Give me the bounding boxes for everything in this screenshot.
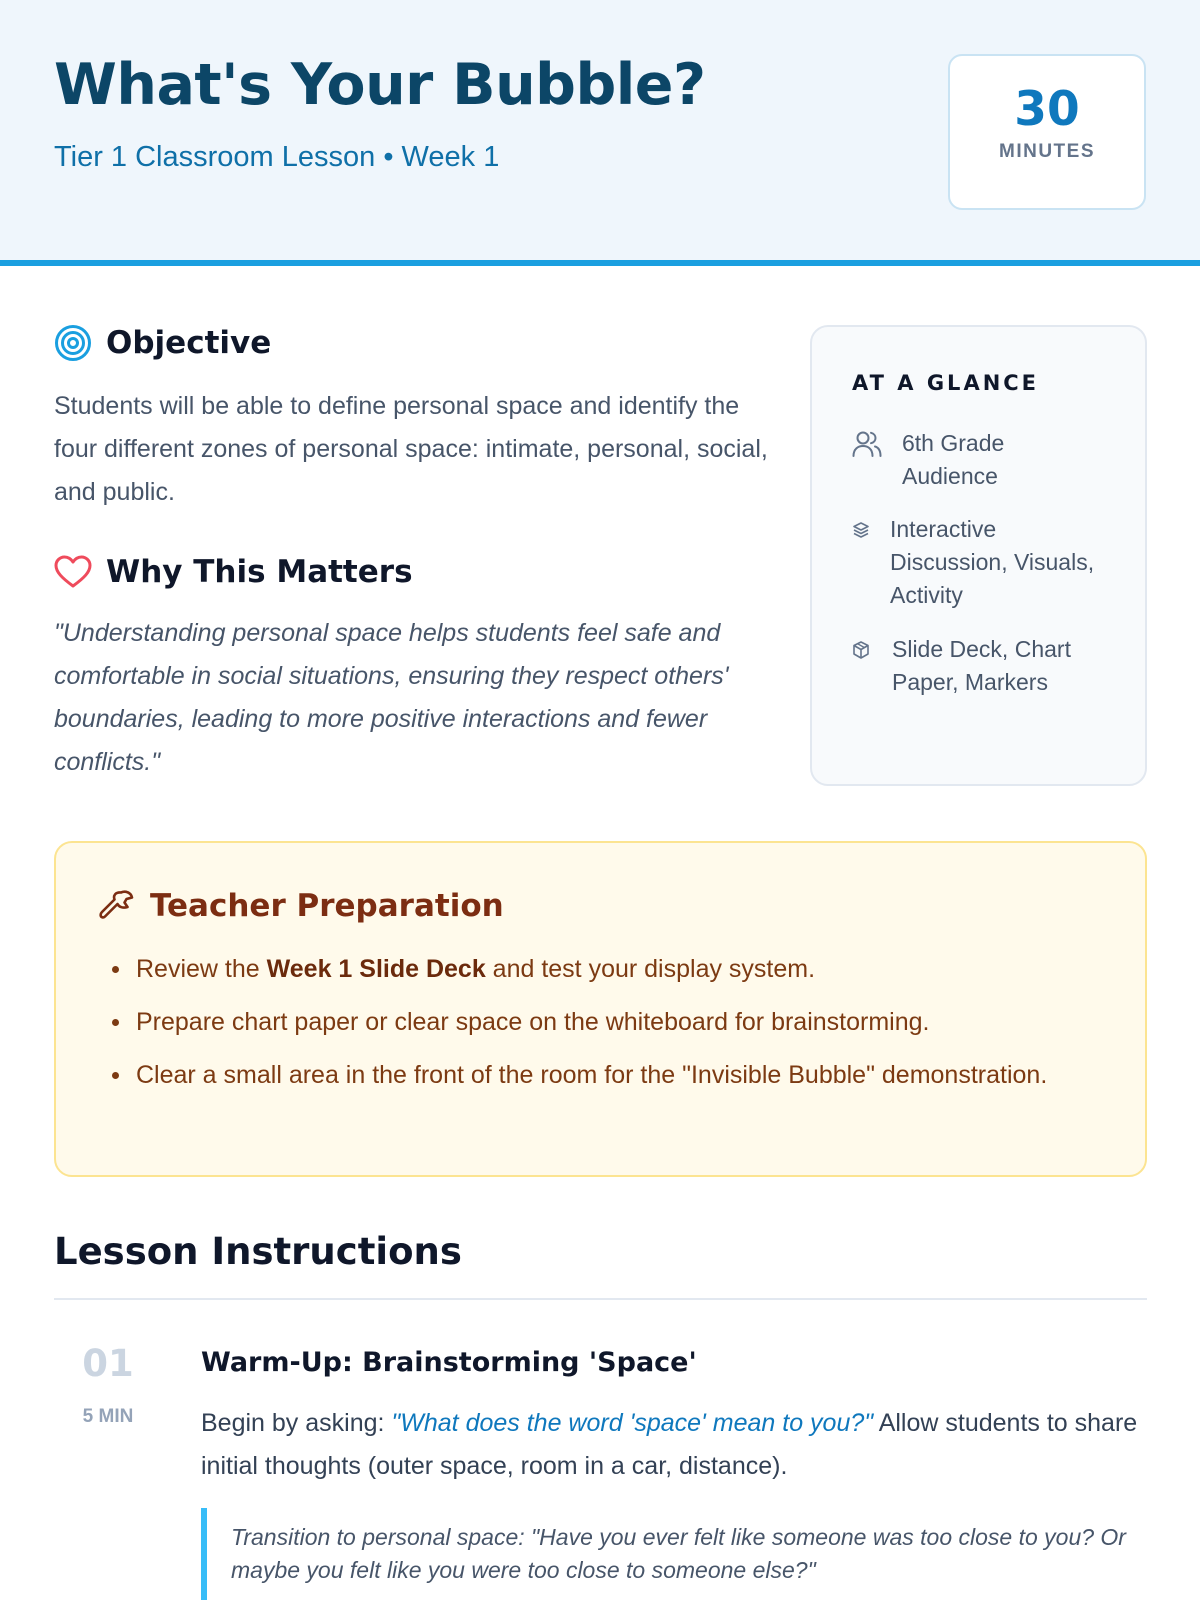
glance-item-text: 6th Grade Audience — [902, 430, 1005, 489]
prep-heading: Teacher Preparation — [150, 888, 504, 924]
glance-item-text: Slide Deck, Chart Paper, Markers — [892, 636, 1071, 695]
step-transition-note: Transition to personal space: "Have you ever felt like someone was too close to you? Or maybe you felt like you were too close to someone else?" — [201, 1508, 1147, 1600]
page-title: What's Your Bubble? — [54, 52, 706, 118]
glance-item-audience — [852, 427, 1092, 493]
step-number: 01 — [82, 1342, 134, 1385]
target-icon — [54, 324, 92, 362]
users-icon — [852, 430, 882, 458]
glance-title: AT A GLANCE — [852, 371, 1040, 395]
layers-icon — [852, 521, 870, 539]
duration-card — [948, 54, 1146, 210]
glance-item-format — [852, 513, 1100, 612]
prep-list — [136, 949, 1096, 1108]
heart-icon — [54, 555, 92, 589]
objective-heading: Objective — [106, 325, 272, 361]
step-title: Warm-Up: Brainstorming 'Space' — [201, 1347, 697, 1378]
box-icon — [852, 640, 870, 660]
wrench-icon — [98, 887, 136, 925]
teacher-preparation-card — [54, 841, 1147, 1177]
divider — [54, 1298, 1147, 1300]
duration-value: 30 — [1014, 82, 1080, 137]
step-question: "What does the word 'space' mean to you?" — [391, 1409, 874, 1437]
at-a-glance-card — [810, 325, 1147, 786]
glance-item-text: Interactive Discussion, Visuals, Activity — [890, 516, 1095, 608]
why-heading-row — [54, 554, 413, 590]
objective-text: Students will be able to define personal space and identify the four different zones of personal space: intimate, personal, social, and public. — [54, 392, 768, 506]
glance-item-materials — [852, 633, 1122, 699]
prep-heading-row — [98, 887, 504, 925]
lesson-instructions-heading: Lesson Instructions — [54, 1230, 462, 1273]
list-item: Prepare chart paper or clear space on the whiteboard for brainstorming. — [136, 1002, 1096, 1042]
lesson-header — [0, 0, 1200, 266]
why-quote: "Understanding personal space helps students feel safe and comfortable in social situations, ensuring they respect others' boundaries, leading to more positive interactions and fewer conflicts." — [54, 619, 729, 776]
step-time: 5 MIN — [82, 1406, 134, 1427]
duration-label: MINUTES — [999, 141, 1095, 162]
list-item: Clear a small area in the front of the room for the "Invisible Bubble" demonstration. — [136, 1055, 1096, 1095]
objective-heading-row — [54, 324, 271, 362]
page-subtitle: Tier 1 Classroom Lesson • Week 1 — [54, 141, 500, 173]
why-heading: Why This Matters — [106, 554, 413, 590]
step-text: Begin by asking: "What does the word 'space' mean to you?" Allow students to share initial thoughts (outer space, room in a car, distance). — [201, 1409, 1138, 1480]
list-item: Review the Week 1 Slide Deck and test your display system. — [136, 949, 1096, 989]
